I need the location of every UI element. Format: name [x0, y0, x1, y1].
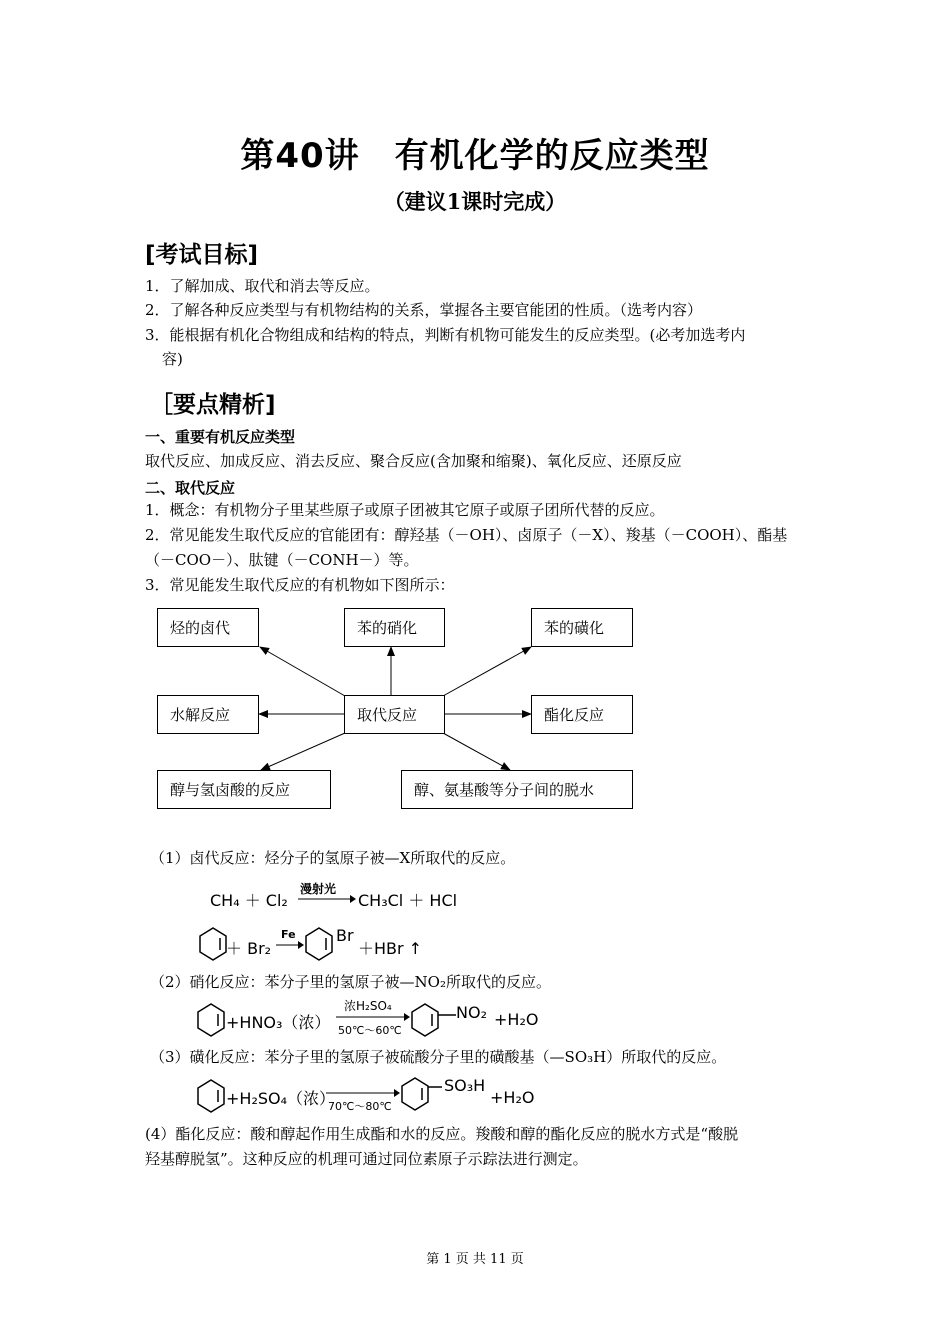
eq2-left: ＋ Br₂ — [226, 939, 272, 958]
benzene-ring-icon — [304, 926, 334, 962]
box-halogenation: 烃的卤代 — [157, 608, 259, 647]
functional-groups-text-cont: （－COO－）、肽键（－CONH－）等。 — [145, 551, 419, 569]
section-2-title: 二、取代反应 — [145, 479, 236, 497]
page-subtitle: （建议1课时完成） — [383, 189, 567, 214]
page-number: 第 1 页 共 11 页 — [426, 1252, 524, 1267]
eq2-condition: Fe — [281, 928, 296, 941]
arrow-to-sulfonation — [443, 647, 531, 696]
reaction-4-line-2: 羟基醇脱氢”。这种反应的机理可通过同位素原子示踪法进行测定。 — [145, 1150, 588, 1168]
box-nitration: 苯的硝化 — [344, 608, 445, 647]
box-alcohol-hx: 醇与氢卤酸的反应 — [157, 770, 331, 809]
reaction-3-title: （3）磺化反应：苯分子里的氢原子被硫酸分子里的磺酸基（—SO₃H）所取代的反应。 — [150, 1048, 727, 1066]
eq3-condition-bottom: 50℃～60℃ — [338, 1024, 402, 1037]
diagram-intro: 3．常见能发生取代反应的有机物如下图所示： — [145, 576, 455, 594]
box-hydrolysis: 水解反应 — [157, 695, 259, 734]
functional-groups-text: 2．常见能发生取代反应的官能团有：醇羟基（－OH）、卤原子（－X）、羧基（－COOH）、酯基 — [145, 526, 788, 544]
section-1-title: 一、重要有机反应类型 — [145, 428, 296, 446]
eq1-right: CH₃Cl ＋ HCl — [358, 891, 458, 910]
eq2-right: ＋HBr ↑ — [358, 939, 423, 958]
eq4-right: +H₂O — [490, 1088, 535, 1107]
box-dehydration: 醇、氨基酸等分子间的脱水 — [401, 770, 633, 809]
goals-heading: [考试目标] — [145, 242, 259, 268]
reaction-1-title: （1）卤代反应：烃分子的氢原子被—X所取代的反应。 — [150, 849, 516, 867]
box-sulfonation: 苯的磺化 — [531, 608, 633, 647]
eq4-substituent: SO₃H — [444, 1076, 486, 1095]
eq4-condition-bottom: 70℃～80℃ — [328, 1100, 392, 1113]
eq4-left: +H₂SO₄（浓） — [226, 1089, 336, 1108]
arrow-to-halogenation — [260, 647, 345, 696]
box-esterification: 酯化反应 — [531, 695, 633, 734]
benzene-ring-icon — [196, 1078, 226, 1114]
eq1-left: CH₄ ＋ Cl₂ — [210, 891, 288, 910]
reaction-2-title: （2）硝化反应：苯分子里的氢原子被—NO₂所取代的反应。 — [150, 973, 551, 991]
arrow-to-alcohol-hx — [261, 733, 345, 770]
bond-line — [428, 1082, 444, 1092]
page-title: 第40讲 有机化学的反应类型 — [240, 136, 710, 176]
eq4-arrow — [326, 1088, 402, 1098]
analysis-heading: ［要点精析] — [150, 392, 276, 418]
section-1-text: 取代反应、加成反应、消去反应、聚合反应(含加聚和缩聚)、氧化反应、还原反应 — [145, 452, 682, 470]
eq3-substituent: NO₂ — [456, 1003, 487, 1022]
eq3-condition-top: 浓H₂SO₄ — [344, 999, 392, 1013]
eq2-substituent: Br — [336, 926, 354, 945]
bond-line — [438, 1010, 458, 1020]
goal-item-2: 2．了解各种反应类型与有机物结构的关系，掌握各主要官能团的性质。（选考内容） — [145, 301, 703, 319]
goal-item-3-cont: 容) — [162, 350, 183, 368]
eq1-condition: 漫射光 — [300, 882, 337, 896]
benzene-ring-icon — [410, 1002, 440, 1038]
eq3-arrow — [336, 1012, 412, 1022]
box-substitution-center: 取代反应 — [344, 695, 445, 734]
benzene-ring-icon — [196, 1002, 226, 1038]
eq3-right: +H₂O — [494, 1010, 539, 1029]
benzene-ring-icon — [400, 1076, 430, 1112]
benzene-ring-icon — [198, 926, 228, 962]
goal-item-3: 3．能根据有机化合物组成和结构的特点，判断有机物可能发生的反应类型。(必考加选考内 — [145, 326, 746, 344]
eq3-left: +HNO₃（浓） — [226, 1013, 331, 1032]
goal-item-1: 1．了解加成、取代和消去等反应。 — [145, 277, 380, 295]
reaction-4-line-1: (4）酯化反应：酸和醇起作用生成酯和水的反应。羧酸和醇的酯化反应的脱水方式是“酸脱 — [145, 1125, 739, 1143]
eq1-arrow — [298, 894, 358, 904]
arrow-to-dehydration — [443, 733, 510, 770]
concept-text: 1．概念：有机物分子里某些原子或原子团被其它原子或原子团所代替的反应。 — [145, 501, 665, 519]
eq2-arrow — [276, 940, 306, 950]
